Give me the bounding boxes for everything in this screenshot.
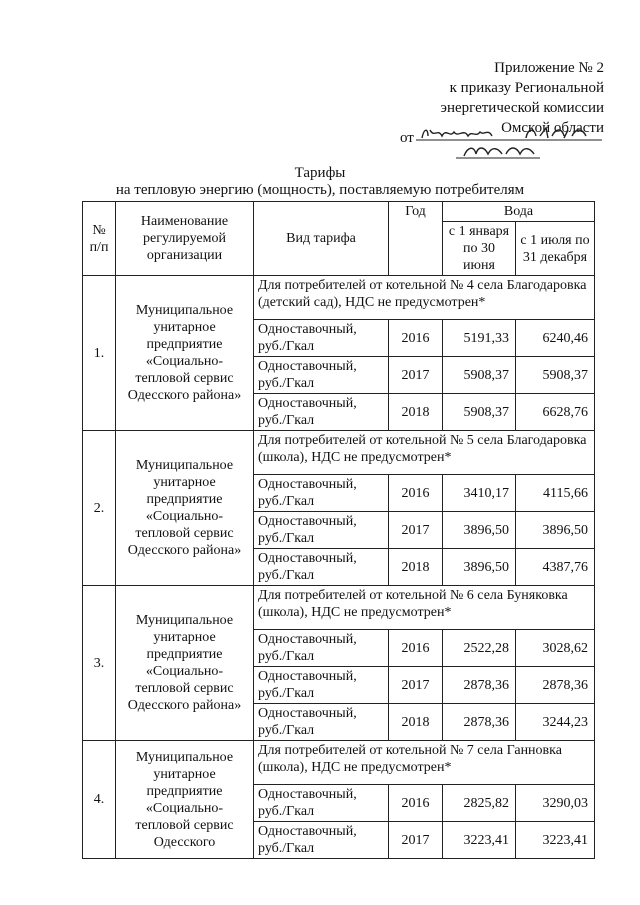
table-row <box>83 741 595 785</box>
tariff-value-p2: 4115,66 <box>516 475 595 512</box>
handwritten-date-number <box>416 126 606 162</box>
tariff-value-p1: 5908,37 <box>443 357 516 394</box>
tariff-value-p1: 3410,17 <box>443 475 516 512</box>
header-water: Вода <box>443 202 595 222</box>
header-num: № п/п <box>83 202 116 276</box>
tariff-value-p2: 4387,76 <box>516 549 595 586</box>
consumer-description: Для потребителей от котельной № 7 села Ганновка (школа), НДС не предусмотрен* <box>254 741 595 785</box>
consumer-description: Для потребителей от котельной № 4 села Благодаровка (детский сад), НДС не предусмотрен* <box>254 276 595 320</box>
document-subtitle: на тепловую энергию (мощность), поставляемую потребителям <box>115 182 525 198</box>
tariff-type: Одноставочный, руб./Гкал <box>254 667 389 704</box>
row-num: 1. <box>83 276 116 431</box>
tariff-year: 2017 <box>389 667 443 704</box>
table-row <box>83 276 595 320</box>
appendix-line-3: энергетической комиссии <box>440 100 604 116</box>
header-type: Вид тарифа <box>254 202 389 276</box>
tariff-year: 2018 <box>389 549 443 586</box>
table-row <box>83 431 595 475</box>
tariff-value-p1: 2878,36 <box>443 667 516 704</box>
tariff-type: Одноставочный, руб./Гкал <box>254 357 389 394</box>
tariff-year: 2017 <box>389 357 443 394</box>
tariff-value-p2: 6628,76 <box>516 394 595 431</box>
tariff-value-p2: 5908,37 <box>516 357 595 394</box>
tariff-type: Одноставочный, руб./Гкал <box>254 785 389 822</box>
tariff-year: 2016 <box>389 785 443 822</box>
tariff-value-p2: 6240,46 <box>516 320 595 357</box>
tariff-type: Одноставочный, руб./Гкал <box>254 630 389 667</box>
tariff-year: 2017 <box>389 512 443 549</box>
tariff-value-p1: 2825,82 <box>443 785 516 822</box>
appendix-line-4: Омской области <box>501 120 604 136</box>
tariff-type: Одноставочный, руб./Гкал <box>254 704 389 741</box>
org-name: Муниципальное унитарное предприятие «Социально-тепловой сервис Одесского <box>116 741 254 859</box>
tariff-value-p1: 5908,37 <box>443 394 516 431</box>
consumer-description: Для потребителей от котельной № 5 села Благодаровка (школа), НДС не предусмотрен* <box>254 431 595 475</box>
tariff-value-p2: 3290,03 <box>516 785 595 822</box>
tariff-year: 2018 <box>389 704 443 741</box>
appendix-line-1: Приложение № 2 <box>494 60 604 76</box>
row-num: 2. <box>83 431 116 586</box>
org-name: Муниципальное унитарное предприятие «Социально-тепловой сервис Одесского района» <box>116 586 254 741</box>
tariff-type: Одноставочный, руб./Гкал <box>254 475 389 512</box>
tariff-value-p1: 5191,33 <box>443 320 516 357</box>
tariff-value-p2: 3896,50 <box>516 512 595 549</box>
tariff-type: Одноставочный, руб./Гкал <box>254 320 389 357</box>
org-name: Муниципальное унитарное предприятие «Социально-тепловой сервис Одесского района» <box>116 431 254 586</box>
table-row <box>83 586 595 630</box>
header-year: Год <box>389 202 443 276</box>
header-period-1: с 1 января по 30 июня <box>443 222 516 276</box>
from-label: от <box>400 130 414 146</box>
tariff-type: Одноставочный, руб./Гкал <box>254 549 389 586</box>
tariff-value-p1: 2878,36 <box>443 704 516 741</box>
tariff-year: 2016 <box>389 320 443 357</box>
tariff-type: Одноставочный, руб./Гкал <box>254 822 389 859</box>
appendix-line-2: к приказу Региональной <box>449 80 604 96</box>
tariff-value-p1: 3896,50 <box>443 549 516 586</box>
document-title: Тарифы <box>294 165 346 181</box>
org-name: Муниципальное унитарное предприятие «Социально-тепловой сервис Одесского района» <box>116 276 254 431</box>
consumer-description: Для потребителей от котельной № 6 села Буняковка (школа), НДС не предусмотрен* <box>254 586 595 630</box>
tariff-year: 2016 <box>389 475 443 512</box>
tariff-value-p1: 3223,41 <box>443 822 516 859</box>
header-period-2: с 1 июля по 31 декабря <box>516 222 595 276</box>
tariff-value-p2: 3028,62 <box>516 630 595 667</box>
tariff-value-p1: 2522,28 <box>443 630 516 667</box>
tariff-year: 2018 <box>389 394 443 431</box>
tariff-type: Одноставочный, руб./Гкал <box>254 394 389 431</box>
tariff-type: Одноставочный, руб./Гкал <box>254 512 389 549</box>
tariff-value-p2: 2878,36 <box>516 667 595 704</box>
header-org: Наименование регулируемой организации <box>116 202 254 276</box>
tariff-value-p1: 3896,50 <box>443 512 516 549</box>
order-date-line <box>400 130 610 162</box>
tariff-value-p2: 3223,41 <box>516 822 595 859</box>
row-num: 3. <box>83 586 116 741</box>
tariff-year: 2017 <box>389 822 443 859</box>
tariff-year: 2016 <box>389 630 443 667</box>
row-num: 4. <box>83 741 116 859</box>
tariff-value-p2: 3244,23 <box>516 704 595 741</box>
tariff-table <box>82 201 595 859</box>
